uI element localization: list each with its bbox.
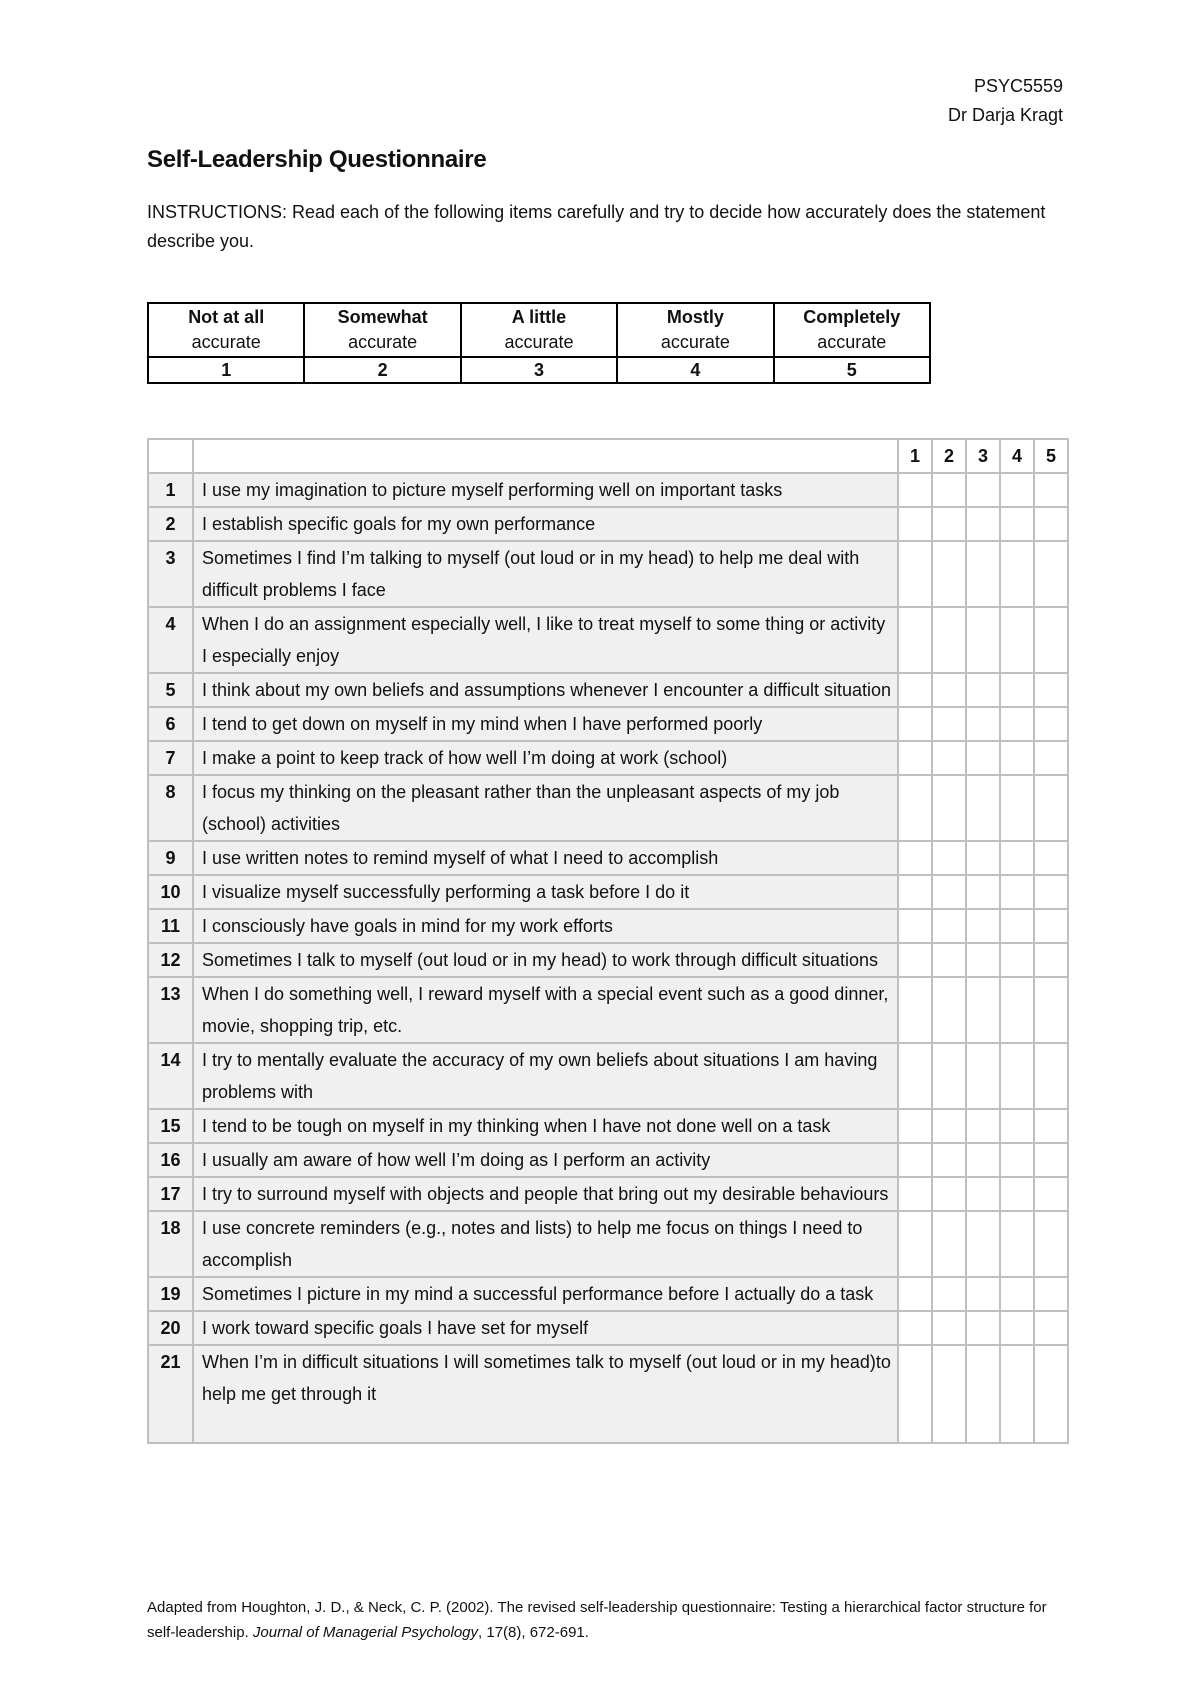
table-row	[148, 707, 1068, 741]
rating-cell-3[interactable]	[966, 741, 1000, 775]
citation-details: , 17(8), 672-691.	[478, 1624, 589, 1641]
scale-label-3: A little accurate	[461, 303, 617, 357]
item-statement: I use concrete reminders (e.g., notes and lists) to help me focus on things I need to accomplish	[193, 1211, 898, 1277]
item-number: 17	[148, 1177, 193, 1211]
rating-cell-2[interactable]	[932, 1177, 966, 1211]
citation-text: Adapted from Houghton, J. D., & Neck, C. P. (2002). The revised self-leadership questionnaire: Testing a hierarchical factor structure for self-leadership.	[147, 1599, 1047, 1641]
rating-cell-4[interactable]	[1000, 673, 1034, 707]
rating-cell-1[interactable]	[898, 1211, 932, 1277]
rating-cell-4[interactable]	[1000, 1109, 1034, 1143]
column-header-2: 2	[932, 439, 966, 473]
citation-journal: Journal of Managerial Psychology	[252, 1624, 479, 1641]
rating-cell-4[interactable]	[1000, 875, 1034, 909]
scale-label-2: Somewhat accurate	[304, 303, 460, 357]
scale-label-4: Mostly accurate	[617, 303, 773, 357]
item-number: 16	[148, 1143, 193, 1177]
rating-cell-3[interactable]	[966, 1345, 1000, 1443]
table-row	[148, 1043, 1068, 1109]
table-row	[148, 1109, 1068, 1143]
item-number: 19	[148, 1277, 193, 1311]
rating-cell-1[interactable]	[898, 943, 932, 977]
rating-cell-4[interactable]	[1000, 707, 1034, 741]
rating-cell-1[interactable]	[898, 707, 932, 741]
rating-cell-3[interactable]	[966, 1211, 1000, 1277]
item-statement: I usually am aware of how well I’m doing as I perform an activity	[193, 1143, 898, 1177]
rating-cell-5[interactable]	[1034, 775, 1068, 841]
rating-cell-1[interactable]	[898, 1345, 932, 1443]
rating-cell-5[interactable]	[1034, 1177, 1068, 1211]
rating-cell-1[interactable]	[898, 1311, 932, 1345]
rating-cell-5[interactable]	[1034, 943, 1068, 977]
table-row	[148, 1177, 1068, 1211]
table-row	[148, 1345, 1068, 1443]
rating-cell-4[interactable]	[1000, 741, 1034, 775]
rating-cell-5[interactable]	[1034, 1311, 1068, 1345]
table-row	[148, 507, 1068, 541]
item-number: 3	[148, 541, 193, 607]
rating-cell-4[interactable]	[1000, 977, 1034, 1043]
item-statement: Sometimes I find I’m talking to myself (out loud or in my head) to help me deal with difficult problems I face	[193, 541, 898, 607]
rating-cell-2[interactable]	[932, 1345, 966, 1443]
rating-cell-2[interactable]	[932, 1043, 966, 1109]
rating-cell-5[interactable]	[1034, 673, 1068, 707]
rating-cell-2[interactable]	[932, 473, 966, 507]
rating-cell-3[interactable]	[966, 473, 1000, 507]
table-row	[148, 541, 1068, 607]
rating-cell-2[interactable]	[932, 841, 966, 875]
rating-cell-3[interactable]	[966, 1311, 1000, 1345]
header-blank-cell	[148, 439, 193, 473]
rating-cell-5[interactable]	[1034, 1211, 1068, 1277]
rating-cell-3[interactable]	[966, 507, 1000, 541]
rating-cell-2[interactable]	[932, 507, 966, 541]
item-statement: Sometimes I picture in my mind a successful performance before I actually do a task	[193, 1277, 898, 1311]
rating-cell-1[interactable]	[898, 1177, 932, 1211]
scale-value-1: 1	[148, 357, 304, 383]
rating-cell-3[interactable]	[966, 707, 1000, 741]
rating-cell-5[interactable]	[1034, 1277, 1068, 1311]
item-statement: I think about my own beliefs and assumptions whenever I encounter a difficult situation	[193, 673, 898, 707]
rating-cell-2[interactable]	[932, 977, 966, 1043]
table-row	[148, 875, 1068, 909]
rating-cell-2[interactable]	[932, 909, 966, 943]
item-number: 14	[148, 1043, 193, 1109]
item-number: 10	[148, 875, 193, 909]
item-number: 6	[148, 707, 193, 741]
rating-cell-1[interactable]	[898, 977, 932, 1043]
rating-cell-4[interactable]	[1000, 909, 1034, 943]
item-statement: I try to surround myself with objects and people that bring out my desirable behaviours	[193, 1177, 898, 1211]
scale-label-1: Not at all accurate	[148, 303, 304, 357]
item-statement: When I do something well, I reward myself with a special event such as a good dinner, movie, shopping trip, etc.	[193, 977, 898, 1043]
rating-cell-4[interactable]	[1000, 1311, 1034, 1345]
document-header	[948, 72, 1063, 130]
rating-cell-1[interactable]	[898, 507, 932, 541]
rating-cell-1[interactable]	[898, 607, 932, 673]
rating-cell-5[interactable]	[1034, 1143, 1068, 1177]
rating-cell-1[interactable]	[898, 541, 932, 607]
rating-cell-4[interactable]	[1000, 1211, 1034, 1277]
rating-cell-3[interactable]	[966, 875, 1000, 909]
rating-cell-1[interactable]	[898, 1143, 932, 1177]
rating-cell-5[interactable]	[1034, 909, 1068, 943]
rating-cell-4[interactable]	[1000, 1177, 1034, 1211]
item-statement: Sometimes I talk to myself (out loud or in my head) to work through difficult situations	[193, 943, 898, 977]
rating-cell-2[interactable]	[932, 1143, 966, 1177]
rating-cell-4[interactable]	[1000, 607, 1034, 673]
table-row	[148, 943, 1068, 977]
rating-cell-3[interactable]	[966, 1143, 1000, 1177]
rating-cell-3[interactable]	[966, 1277, 1000, 1311]
item-number: 7	[148, 741, 193, 775]
rating-cell-2[interactable]	[932, 1109, 966, 1143]
rating-cell-2[interactable]	[932, 875, 966, 909]
item-statement: When I’m in difficult situations I will sometimes talk to myself (out loud or in my head)to help me get through it	[193, 1345, 898, 1443]
rating-cell-5[interactable]	[1034, 1043, 1068, 1109]
table-row	[148, 841, 1068, 875]
column-header-1: 1	[898, 439, 932, 473]
table-row	[148, 977, 1068, 1043]
rating-cell-4[interactable]	[1000, 775, 1034, 841]
item-statement: I work toward specific goals I have set for myself	[193, 1311, 898, 1345]
item-statement: I use my imagination to picture myself performing well on important tasks	[193, 473, 898, 507]
item-statement: I make a point to keep track of how well I’m doing at work (school)	[193, 741, 898, 775]
rating-cell-2[interactable]	[932, 775, 966, 841]
column-header-3: 3	[966, 439, 1000, 473]
table-row	[148, 741, 1068, 775]
author-name: Dr Darja Kragt	[947, 105, 1063, 125]
rating-cell-5[interactable]	[1034, 707, 1068, 741]
rating-cell-3[interactable]	[966, 607, 1000, 673]
rating-cell-5[interactable]	[1034, 473, 1068, 507]
item-statement: I focus my thinking on the pleasant rather than the unpleasant aspects of my job (school) activities	[193, 775, 898, 841]
questionnaire-table	[147, 438, 1069, 1444]
item-statement: I tend to be tough on myself in my thinking when I have not done well on a task	[193, 1109, 898, 1143]
scale-value-4: 4	[617, 357, 773, 383]
scale-value-5: 5	[774, 357, 930, 383]
rating-cell-2[interactable]	[932, 943, 966, 977]
rating-cell-3[interactable]	[966, 943, 1000, 977]
item-number: 5	[148, 673, 193, 707]
rating-cell-4[interactable]	[1000, 1345, 1034, 1443]
rating-cell-2[interactable]	[932, 1211, 966, 1277]
rating-cell-1[interactable]	[898, 741, 932, 775]
column-header-4: 4	[1000, 439, 1034, 473]
rating-cell-5[interactable]	[1034, 875, 1068, 909]
item-number: 11	[148, 909, 193, 943]
table-row	[148, 673, 1068, 707]
rating-cell-3[interactable]	[966, 673, 1000, 707]
item-number: 13	[148, 977, 193, 1043]
rating-cell-4[interactable]	[1000, 473, 1034, 507]
scale-label-5: Completely accurate	[774, 303, 930, 357]
table-row	[148, 909, 1068, 943]
rating-cell-1[interactable]	[898, 909, 932, 943]
table-row	[148, 607, 1068, 673]
table-row	[148, 473, 1068, 507]
item-statement: I use written notes to remind myself of what I need to accomplish	[193, 841, 898, 875]
rating-cell-1[interactable]	[898, 473, 932, 507]
column-header-5: 5	[1034, 439, 1068, 473]
rating-cell-4[interactable]	[1000, 841, 1034, 875]
rating-cell-4[interactable]	[1000, 1043, 1034, 1109]
rating-cell-3[interactable]	[966, 1043, 1000, 1109]
rating-cell-3[interactable]	[966, 541, 1000, 607]
rating-cell-5[interactable]	[1034, 1345, 1068, 1443]
instructions-text: INSTRUCTIONS: Read each of the following items carefully and try to decide how accurately does the statement describe you.	[147, 202, 1046, 251]
rating-cell-5[interactable]	[1034, 977, 1068, 1043]
rating-cell-2[interactable]	[932, 1277, 966, 1311]
rating-cell-5[interactable]	[1034, 507, 1068, 541]
item-statement: I establish specific goals for my own performance	[193, 507, 898, 541]
item-number: 20	[148, 1311, 193, 1345]
rating-cell-2[interactable]	[932, 673, 966, 707]
scale-value-3: 3	[461, 357, 617, 383]
table-row	[148, 1143, 1068, 1177]
item-statement: I consciously have goals in mind for my work efforts	[193, 909, 898, 943]
item-number: 4	[148, 607, 193, 673]
scale-value-2: 2	[304, 357, 460, 383]
item-number: 2	[148, 507, 193, 541]
item-statement: I tend to get down on myself in my mind when I have performed poorly	[193, 707, 898, 741]
rating-cell-1[interactable]	[898, 673, 932, 707]
table-row	[148, 1311, 1068, 1345]
item-number: 1	[148, 473, 193, 507]
rating-cell-5[interactable]	[1034, 1109, 1068, 1143]
rating-cell-3[interactable]	[966, 977, 1000, 1043]
item-number: 15	[148, 1109, 193, 1143]
table-row	[148, 775, 1068, 841]
rating-scale-table	[147, 302, 931, 384]
item-number: 9	[148, 841, 193, 875]
citation-footer	[147, 1595, 1077, 1645]
item-number: 18	[148, 1211, 193, 1277]
table-row	[148, 1277, 1068, 1311]
rating-cell-4[interactable]	[1000, 507, 1034, 541]
rating-cell-5[interactable]	[1034, 607, 1068, 673]
rating-cell-4[interactable]	[1000, 1277, 1034, 1311]
rating-cell-2[interactable]	[932, 541, 966, 607]
rating-cell-2[interactable]	[932, 607, 966, 673]
rating-cell-4[interactable]	[1000, 541, 1034, 607]
item-statement: I visualize myself successfully performing a task before I do it	[193, 875, 898, 909]
page-title: Self-Leadership Questionnaire	[147, 146, 487, 173]
rating-cell-2[interactable]	[932, 741, 966, 775]
rating-cell-2[interactable]	[932, 1311, 966, 1345]
rating-cell-3[interactable]	[966, 1177, 1000, 1211]
rating-cell-5[interactable]	[1034, 841, 1068, 875]
rating-cell-5[interactable]	[1034, 741, 1068, 775]
rating-cell-1[interactable]	[898, 1109, 932, 1143]
item-statement: When I do an assignment especially well, I like to treat myself to some thing or activity I especially enjoy	[193, 607, 898, 673]
table-row	[148, 1211, 1068, 1277]
item-number: 8	[148, 775, 193, 841]
rating-cell-3[interactable]	[966, 841, 1000, 875]
rating-cell-1[interactable]	[898, 1043, 932, 1109]
rating-cell-4[interactable]	[1000, 943, 1034, 977]
item-statement: I try to mentally evaluate the accuracy of my own beliefs about situations I am having problems with	[193, 1043, 898, 1109]
item-number: 12	[148, 943, 193, 977]
table-header-row	[148, 439, 1068, 473]
rating-cell-5[interactable]	[1034, 541, 1068, 607]
rating-cell-1[interactable]	[898, 775, 932, 841]
course-code: PSYC5559	[973, 76, 1063, 96]
rating-cell-3[interactable]	[966, 1109, 1000, 1143]
rating-cell-1[interactable]	[898, 1277, 932, 1311]
rating-cell-2[interactable]	[932, 707, 966, 741]
rating-cell-1[interactable]	[898, 875, 932, 909]
item-number: 21	[148, 1345, 193, 1443]
rating-cell-4[interactable]	[1000, 1143, 1034, 1177]
rating-cell-1[interactable]	[898, 841, 932, 875]
rating-cell-3[interactable]	[966, 775, 1000, 841]
rating-cell-3[interactable]	[966, 909, 1000, 943]
header-blank-cell	[193, 439, 898, 473]
